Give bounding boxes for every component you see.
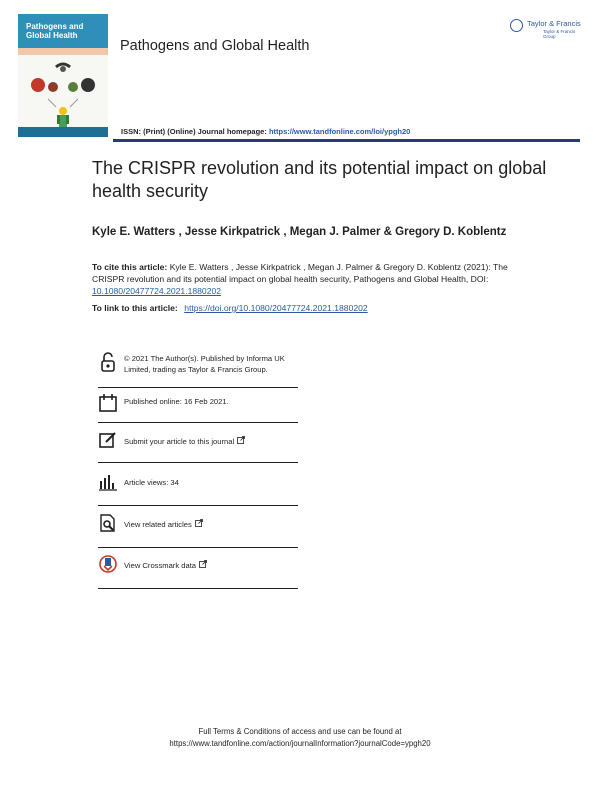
divider bbox=[98, 422, 298, 423]
related-articles-link[interactable] bbox=[124, 519, 203, 531]
journal-homepage-link[interactable]: https://www.tandfonline.com/loi/ypgh20 bbox=[268, 127, 411, 136]
crossmark-icon bbox=[98, 554, 118, 574]
related-articles-label: View related articles bbox=[124, 520, 192, 529]
cover-title bbox=[26, 22, 83, 40]
copyright-notice: © 2021 The Author(s). Published by Informa UK Limited, trading as Taylor & Francis Group. bbox=[124, 354, 285, 374]
terms-text: Full Terms & Conditions of access and use can be found at bbox=[198, 727, 402, 736]
publisher-logo-subtext: Taylor & Francis Group bbox=[543, 29, 576, 39]
citation-label: To cite this article: bbox=[92, 262, 168, 272]
external-link-icon bbox=[237, 436, 245, 444]
bar-chart-icon bbox=[98, 472, 118, 492]
divider bbox=[98, 462, 298, 463]
publisher-logo-icon bbox=[510, 19, 523, 32]
open-lock-icon bbox=[98, 352, 118, 372]
external-link-icon bbox=[199, 560, 207, 568]
cover-pathogen-icon bbox=[18, 55, 108, 137]
cover-illustration bbox=[18, 55, 108, 137]
cover-footer bbox=[18, 127, 108, 137]
related-articles-icon bbox=[98, 513, 118, 533]
terms-footer bbox=[0, 726, 600, 749]
citation-doi-link[interactable]: 10.1080/20477724.2021.1880202 bbox=[92, 285, 222, 296]
article-title: The CRISPR revolution and its potential impact on global health security bbox=[92, 158, 547, 201]
journal-cover bbox=[18, 14, 108, 137]
cover-title-line1: Pathogens and bbox=[26, 22, 84, 31]
journal-name[interactable]: Pathogens and Global Health bbox=[120, 38, 310, 54]
divider bbox=[98, 588, 298, 589]
published-date: Published online: 16 Feb 2021. bbox=[124, 397, 229, 406]
article-link-line bbox=[92, 303, 368, 313]
divider bbox=[98, 505, 298, 506]
citation-block bbox=[92, 262, 512, 297]
submit-article-label: Submit your article to this journal bbox=[124, 437, 235, 446]
submit-article-link[interactable] bbox=[124, 436, 245, 448]
calendar-icon bbox=[98, 393, 118, 413]
article-authors: Kyle E. Watters , Jesse Kirkpatrick , Megan J. Palmer & Gregory D. Koblentz bbox=[92, 226, 507, 238]
publisher-logo[interactable] bbox=[510, 18, 585, 38]
publisher-logo-text: Taylor & Francis bbox=[527, 19, 581, 28]
issn-label: ISSN: (Print) (Online) Journal homepage: bbox=[121, 127, 267, 136]
external-link-icon bbox=[195, 519, 203, 527]
article-link-label: To link to this article: bbox=[92, 303, 178, 313]
article-views: Article views: 34 bbox=[124, 478, 179, 487]
terms-url[interactable]: https://www.tandfonline.com/action/journalInformation?journalCode=ypgh20 bbox=[169, 738, 431, 748]
header-divider bbox=[113, 139, 580, 142]
edit-icon bbox=[98, 430, 118, 450]
issn-line bbox=[121, 127, 410, 136]
divider bbox=[98, 387, 298, 388]
crossmark-label: View Crossmark data bbox=[124, 561, 197, 570]
article-doi-url[interactable]: https://doi.org/10.1080/20477724.2021.1880202 bbox=[184, 303, 368, 313]
cover-title-line2: Global Health bbox=[26, 31, 78, 40]
divider bbox=[98, 547, 298, 548]
citation-text: Kyle E. Watters , Jesse Kirkpatrick , Megan J. Palmer & Gregory D. Koblentz (2021): The CRISPR revolution and its potential impact on global health security, Pathogens and Global Health, DOI: bbox=[92, 262, 508, 284]
crossmark-link[interactable] bbox=[124, 560, 207, 572]
cover-band bbox=[18, 48, 108, 55]
